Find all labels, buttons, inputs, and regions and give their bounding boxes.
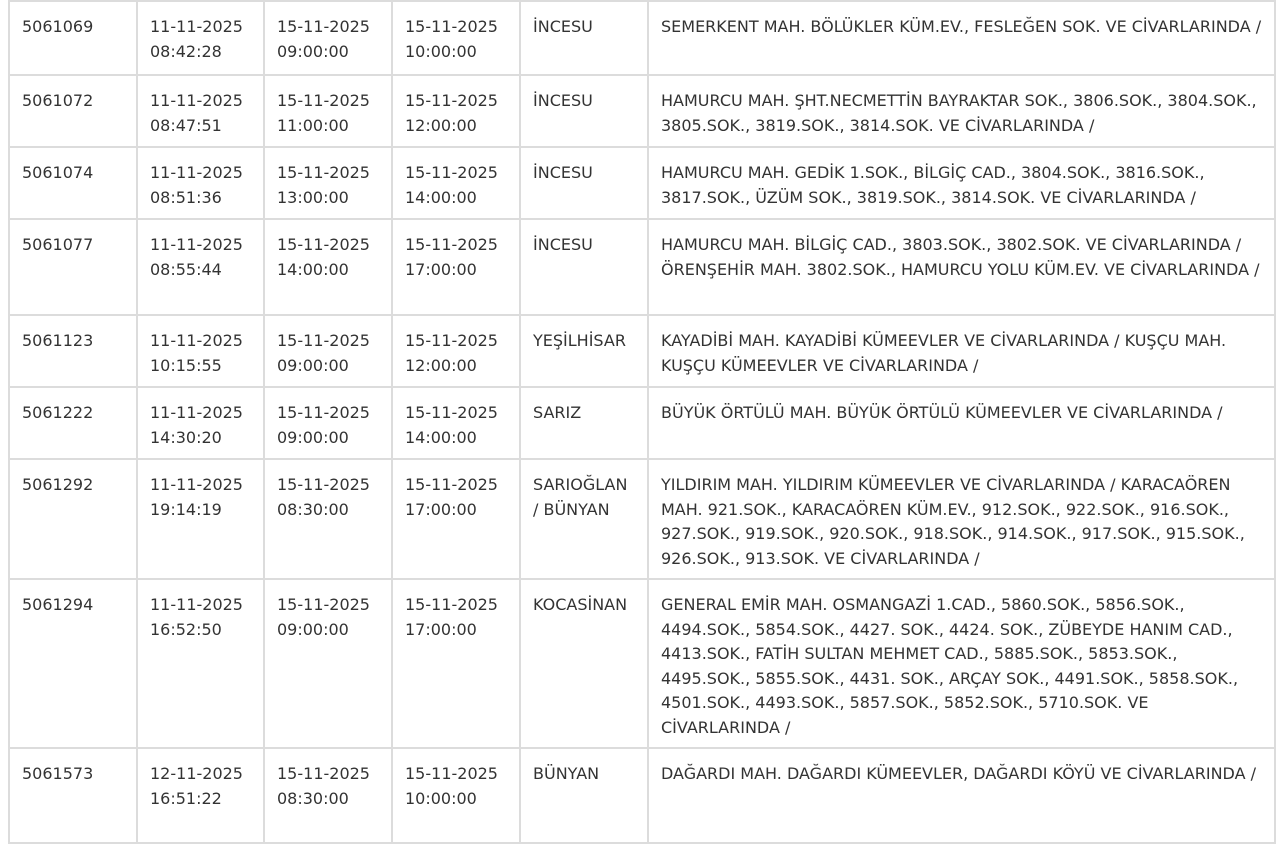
table-row [9, 219, 1275, 315]
start-cell [264, 459, 392, 579]
end-date: 15-11-2025 [405, 235, 498, 254]
start-date: 15-11-2025 [277, 403, 370, 422]
record-id-cell [9, 387, 137, 459]
address-cell [648, 579, 1275, 748]
table-row [9, 748, 1275, 843]
end-cell [392, 219, 520, 315]
record-id-cell [9, 579, 137, 748]
end-time: 10:00:00 [405, 41, 477, 61]
address-cell [648, 75, 1275, 147]
district: SARIZ [533, 403, 582, 422]
address-cell [648, 387, 1275, 459]
end-time: 10:00:00 [405, 788, 477, 808]
start-date: 15-11-2025 [277, 91, 370, 110]
record-id: 5061072 [22, 91, 94, 110]
created-date: 11-11-2025 [150, 403, 243, 422]
start-time: 14:00:00 [277, 259, 349, 279]
start-time: 09:00:00 [277, 355, 349, 375]
district: BÜNYAN [533, 764, 600, 783]
end-date: 15-11-2025 [405, 764, 498, 783]
end-cell [392, 1, 520, 75]
district-cell [520, 748, 648, 843]
end-time: 17:00:00 [405, 619, 477, 639]
created-cell [137, 748, 264, 843]
start-time: 13:00:00 [277, 187, 349, 207]
end-cell [392, 579, 520, 748]
record-id-cell [9, 748, 137, 843]
table-body [9, 1, 1275, 843]
start-time: 09:00:00 [277, 619, 349, 639]
start-cell [264, 147, 392, 219]
start-date: 15-11-2025 [277, 595, 370, 614]
district-cell [520, 459, 648, 579]
record-id: 5061077 [22, 235, 94, 254]
created-date: 11-11-2025 [150, 331, 243, 350]
start-cell [264, 579, 392, 748]
address: GENERAL EMİR MAH. OSMANGAZİ 1.CAD., 5860.SOK., 5856.SOK., 4494.SOK., 5854.SOK., 4427. SOK., 4424. SOK., ZÜBEYDE HANIM CAD., 4413.SOK., FATİH SULTAN MEHMET CAD., 5885.SOK., 5853.SOK., 4495.SOK., 5855.SOK., 4431. SOK., ARÇAY SOK., 4491.SOK., 5858.SOK., 4501.SOK., 4493.SOK., 5857.SOK., 5852.SOK., 5710.SOK. VE CİVARLARINDA / [661, 595, 1239, 737]
end-date: 15-11-2025 [405, 475, 498, 494]
district-cell [520, 1, 648, 75]
created-time: 08:51:36 [150, 187, 222, 207]
end-time: 14:00:00 [405, 427, 477, 447]
address-cell [648, 459, 1275, 579]
start-date: 15-11-2025 [277, 163, 370, 182]
start-cell [264, 219, 392, 315]
end-time: 17:00:00 [405, 259, 477, 279]
created-time: 08:55:44 [150, 259, 222, 279]
district: KOCASİNAN [533, 595, 628, 614]
start-time: 08:30:00 [277, 499, 349, 519]
created-date: 11-11-2025 [150, 91, 243, 110]
table-row [9, 1, 1275, 75]
table-row [9, 75, 1275, 147]
created-time: 16:52:50 [150, 619, 222, 639]
created-date: 11-11-2025 [150, 17, 243, 36]
end-cell [392, 147, 520, 219]
record-id-cell [9, 75, 137, 147]
created-cell [137, 579, 264, 748]
created-cell [137, 459, 264, 579]
end-date: 15-11-2025 [405, 403, 498, 422]
start-date: 15-11-2025 [277, 475, 370, 494]
table-row [9, 579, 1275, 748]
address: DAĞARDI MAH. DAĞARDI KÜMEEVLER, DAĞARDI KÖYÜ VE CİVARLARINDA / [661, 764, 1257, 783]
record-id: 5061069 [22, 17, 94, 36]
start-time: 09:00:00 [277, 41, 349, 61]
address-cell [648, 748, 1275, 843]
address-cell [648, 315, 1275, 387]
created-time: 16:51:22 [150, 788, 222, 808]
start-cell [264, 315, 392, 387]
start-cell [264, 387, 392, 459]
end-time: 17:00:00 [405, 499, 477, 519]
record-id-cell [9, 1, 137, 75]
start-time: 11:00:00 [277, 115, 349, 135]
start-cell [264, 748, 392, 843]
outage-table [8, 0, 1276, 844]
created-date: 11-11-2025 [150, 163, 243, 182]
end-cell [392, 75, 520, 147]
created-time: 08:47:51 [150, 115, 222, 135]
district: İNCESU [533, 17, 593, 36]
record-id-cell [9, 219, 137, 315]
created-time: 19:14:19 [150, 499, 222, 519]
created-cell [137, 219, 264, 315]
start-cell [264, 75, 392, 147]
created-cell [137, 1, 264, 75]
start-time: 08:30:00 [277, 788, 349, 808]
end-cell [392, 387, 520, 459]
address: KAYADİBİ MAH. KAYADİBİ KÜMEEVLER VE CİVARLARINDA / KUŞÇU MAH. KUŞÇU KÜMEEVLER VE CİVARLARINDA / [661, 331, 1227, 375]
created-date: 11-11-2025 [150, 595, 243, 614]
created-cell [137, 315, 264, 387]
record-id: 5061123 [22, 331, 94, 350]
outage-table-container [8, 0, 1274, 844]
table-row [9, 459, 1275, 579]
address: BÜYÜK ÖRTÜLÜ MAH. BÜYÜK ÖRTÜLÜ KÜMEEVLER VE CİVARLARINDA / [661, 403, 1223, 422]
end-date: 15-11-2025 [405, 163, 498, 182]
start-date: 15-11-2025 [277, 331, 370, 350]
address: YILDIRIM MAH. YILDIRIM KÜMEEVLER VE CİVARLARINDA / KARACAÖREN MAH. 921.SOK., KARACAÖREN KÜM.EV., 912.SOK., 922.SOK., 916.SOK., 927.SOK., 919.SOK., 920.SOK., 918.SOK., 914.SOK., 917.SOK., 915.SOK., 926.SOK., 913.SOK. VE CİVARLARINDA / [661, 475, 1245, 568]
created-date: 11-11-2025 [150, 475, 243, 494]
record-id: 5061292 [22, 475, 94, 494]
end-time: 14:00:00 [405, 187, 477, 207]
district: SARIOĞLAN / BÜNYAN [533, 475, 628, 519]
created-time: 14:30:20 [150, 427, 222, 447]
table-row [9, 147, 1275, 219]
record-id: 5061573 [22, 764, 94, 783]
end-cell [392, 315, 520, 387]
record-id-cell [9, 147, 137, 219]
created-date: 12-11-2025 [150, 764, 243, 783]
start-date: 15-11-2025 [277, 17, 370, 36]
district-cell [520, 147, 648, 219]
start-cell [264, 1, 392, 75]
district-cell [520, 75, 648, 147]
record-id: 5061222 [22, 403, 94, 422]
end-date: 15-11-2025 [405, 17, 498, 36]
district-cell [520, 579, 648, 748]
created-cell [137, 387, 264, 459]
address-cell [648, 147, 1275, 219]
start-date: 15-11-2025 [277, 235, 370, 254]
district: YEŞİLHİSAR [533, 331, 626, 350]
end-date: 15-11-2025 [405, 595, 498, 614]
start-time: 09:00:00 [277, 427, 349, 447]
end-date: 15-11-2025 [405, 331, 498, 350]
table-row [9, 387, 1275, 459]
end-time: 12:00:00 [405, 355, 477, 375]
end-cell [392, 459, 520, 579]
address: SEMERKENT MAH. BÖLÜKLER KÜM.EV., FESLEĞEN SOK. VE CİVARLARINDA / [661, 17, 1262, 36]
created-cell [137, 75, 264, 147]
record-id-cell [9, 315, 137, 387]
created-time: 08:42:28 [150, 41, 222, 61]
start-date: 15-11-2025 [277, 764, 370, 783]
table-row [9, 315, 1275, 387]
address: HAMURCU MAH. ŞHT.NECMETTİN BAYRAKTAR SOK., 3806.SOK., 3804.SOK., 3805.SOK., 3819.SOK., 3814.SOK. VE CİVARLARINDA / [661, 91, 1257, 135]
address: HAMURCU MAH. BİLGİÇ CAD., 3803.SOK., 3802.SOK. VE CİVARLARINDA / ÖRENŞEHİR MAH. 3802.SOK., HAMURCU YOLU KÜM.EV. VE CİVARLARINDA / [661, 235, 1260, 279]
address: HAMURCU MAH. GEDİK 1.SOK., BİLGİÇ CAD., 3804.SOK., 3816.SOK., 3817.SOK., ÜZÜM SOK., 3819.SOK., 3814.SOK. VE CİVARLARINDA / [661, 163, 1205, 207]
record-id: 5061074 [22, 163, 94, 182]
record-id-cell [9, 459, 137, 579]
district: İNCESU [533, 163, 593, 182]
district: İNCESU [533, 235, 593, 254]
district-cell [520, 315, 648, 387]
address-cell [648, 219, 1275, 315]
created-date: 11-11-2025 [150, 235, 243, 254]
district-cell [520, 387, 648, 459]
end-time: 12:00:00 [405, 115, 477, 135]
end-cell [392, 748, 520, 843]
created-time: 10:15:55 [150, 355, 222, 375]
district-cell [520, 219, 648, 315]
created-cell [137, 147, 264, 219]
address-cell [648, 1, 1275, 75]
district: İNCESU [533, 91, 593, 110]
record-id: 5061294 [22, 595, 94, 614]
end-date: 15-11-2025 [405, 91, 498, 110]
